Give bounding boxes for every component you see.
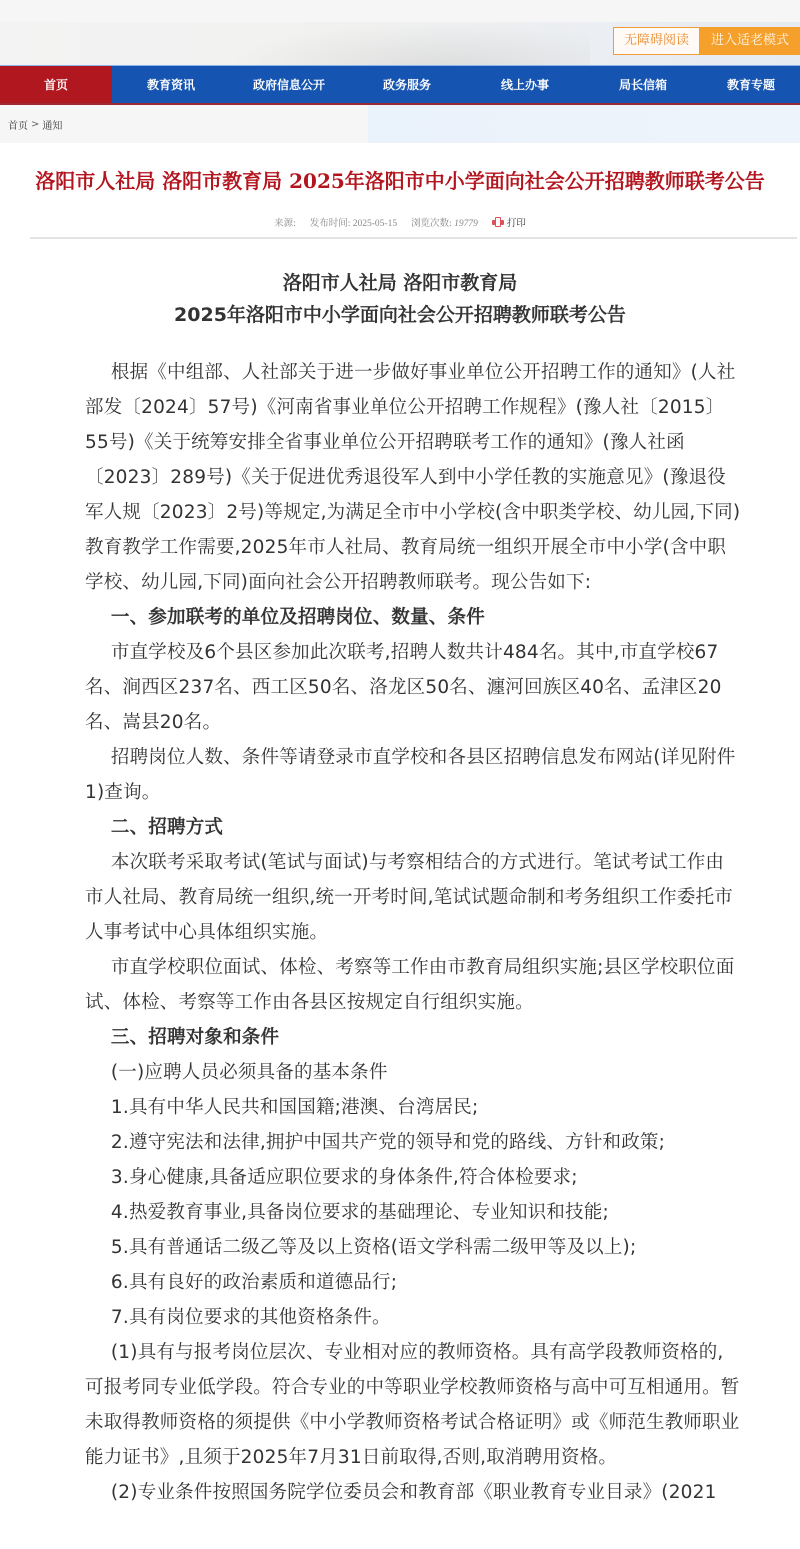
breadcrumb-current[interactable]: 通知 <box>42 120 63 132</box>
document-heading <box>0 267 800 331</box>
document-body <box>0 355 800 1510</box>
main-nav <box>0 65 800 105</box>
condition-item: 2.遵守宪法和法律,拥护中国共产党的领导和党的路线、方针和政策; <box>110 1132 666 1153</box>
meta-source-label: 来源: <box>274 219 296 229</box>
section-heading-2: 二、招聘方式 <box>110 817 224 838</box>
breadcrumb-home-link[interactable]: 首页 <box>8 120 28 132</box>
paragraph-intro: 根据《中组部、人社部关于进一步做好事业单位公开招聘工作的通知》(人社部发〔2024〕57号)《河南省事业单位公开招聘工作规程》(豫人社〔2015〕55号)《关于统筹安排全省事业单位公开招聘联考工作的通知》(豫人社函〔2023〕289号)《关于促进优秀退役军人到中小学任教的实施意见》(豫退役军人规〔2023〕2号)等规定,为满足全市中小学校(含中职类学校、幼儿园,下同)教育教学工作需要,2025年市人社局、教育局统一组织开展全市中小学(含中职学校、幼儿园,下同)面向社会公开招聘教师联考。现公告如下: <box>85 362 741 593</box>
subsection-heading: (一)应聘人员必须具备的基本条件 <box>110 1062 388 1083</box>
meta-source <box>274 215 296 229</box>
condition-item: 7.具有岗位要求的其他资格条件。 <box>110 1307 391 1328</box>
nav-item-online-services[interactable]: 线上办事 <box>500 78 549 92</box>
paragraph: 本次联考采取考试(笔试与面试)与考察相结合的方式进行。笔试考试工作由市人社局、教育局统一组织,统一开考时间,笔试试题命制和考务组织工作委托市人事考试中心具体组织实施。 <box>85 852 733 943</box>
paragraph: 市直学校及6个县区参加此次联考,招聘人数共计484名。其中,市直学校67名、涧西区237名、西工区50名、洛龙区50名、瀍河回族区40名、孟津区20名、嵩县20名。 <box>85 642 722 733</box>
condition-item: 4.热爱教育事业,具备岗位要求的基础理论、专业知识和技能; <box>110 1202 609 1223</box>
print-label: 打印 <box>506 218 526 229</box>
elder-mode-button[interactable]: 进入适老模式 <box>700 27 800 55</box>
section-heading-1: 一、参加联考的单位及招聘岗位、数量、条件 <box>110 607 485 628</box>
paragraph: 市直学校职位面试、体检、考察等工作由市教育局组织实施;县区学校职位面试、体检、考察等工作由各县区按规定自行组织实施。 <box>85 957 735 1013</box>
breadcrumb <box>0 105 800 143</box>
meta-views-count: 19779 <box>454 219 478 229</box>
print-button[interactable] <box>492 215 526 229</box>
nav-item-gov-info[interactable]: 政府信息公开 <box>252 78 325 92</box>
condition-item: 5.具有普通话二级乙等及以上资格(语文学科需二级甲等及以上); <box>110 1237 637 1258</box>
nav-item-director-mailbox[interactable]: 局长信箱 <box>618 78 667 92</box>
article <box>0 165 800 1510</box>
top-strip <box>0 0 800 22</box>
condition-item: 1.具有中华人民共和国国籍;港澳、台湾居民; <box>110 1097 479 1118</box>
nav-item-education-news[interactable]: 教育资讯 <box>146 78 195 92</box>
condition-item: 6.具有良好的政治素质和道德品行; <box>110 1272 398 1293</box>
section-heading-3: 三、招聘对象和条件 <box>110 1027 280 1048</box>
meta-views <box>411 215 478 229</box>
printer-icon <box>492 217 504 227</box>
article-title: 洛阳市人社局 洛阳市教育局 2025年洛阳市中小学面向社会公开招聘教师联考公告 <box>35 169 765 193</box>
condition-item: 3.身心健康,具备适应职位要求的身体条件,符合体检要求; <box>110 1167 578 1188</box>
meta-divider <box>30 237 797 239</box>
meta-publish-label: 发布时间: <box>309 219 351 229</box>
paragraph: (2)专业条件按照国务院学位委员会和教育部《职业教育专业目录》(2021 <box>110 1482 717 1503</box>
breadcrumb-separator: > <box>31 118 40 130</box>
nav-item-home[interactable]: 首页 <box>0 66 112 103</box>
paragraph: 招聘岗位人数、条件等请登录市直学校和各县区招聘信息发布网站(详见附件1)查询。 <box>85 747 736 803</box>
article-meta <box>0 215 800 229</box>
meta-publish <box>310 215 397 229</box>
document-heading-line-2: 2025年洛阳市中小学面向社会公开招聘教师联考公告 <box>174 304 626 326</box>
document-heading-line-1: 洛阳市人社局 洛阳市教育局 <box>282 272 518 294</box>
nav-item-education-topics[interactable]: 教育专题 <box>726 78 775 92</box>
accessibility-reading-button[interactable]: 无障碍阅读 <box>613 27 700 55</box>
banner-mountain-decoration <box>230 22 590 65</box>
utility-buttons <box>613 27 800 55</box>
header-banner <box>0 22 800 65</box>
meta-publish-date: 2025-05-15 <box>352 219 398 229</box>
meta-views-label: 浏览次数: <box>411 219 452 229</box>
nav-item-gov-services[interactable]: 政务服务 <box>382 78 431 92</box>
paragraph: (1)具有与报考岗位层次、专业相对应的教师资格。具有高学段教师资格的,可报考同专业低学段。符合专业的中等职业学校教师资格与高中可互相通用。暂未取得教师资格的须提供《中小学教师资格考试合格证明》或《师范生教师职业能力证书》,且须于2025年7月31日前取得,否则,取消聘用资格。 <box>85 1342 740 1468</box>
